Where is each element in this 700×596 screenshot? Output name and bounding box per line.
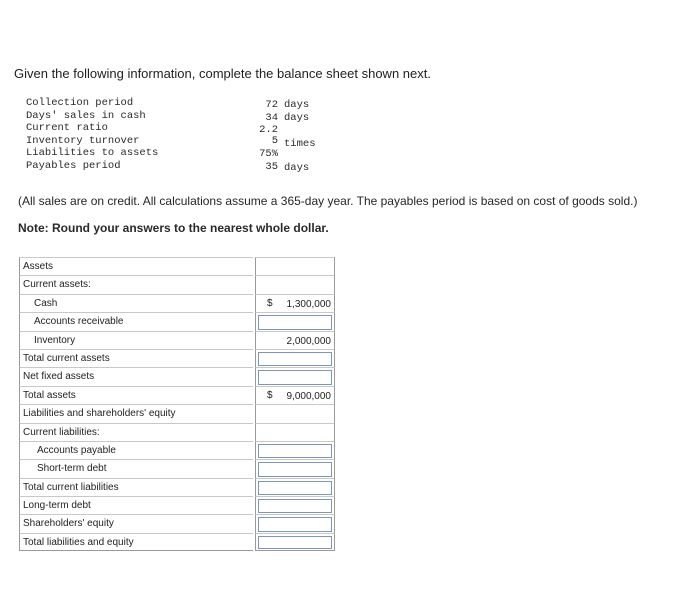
value-cell bbox=[255, 533, 335, 551]
given-label: Liabilities to assets bbox=[26, 147, 159, 160]
answer-input[interactable] bbox=[258, 481, 332, 495]
given-unit: days bbox=[284, 99, 310, 111]
dollar-sign: $ bbox=[267, 389, 273, 401]
value-cell bbox=[255, 294, 335, 312]
row-label: Accounts payable bbox=[19, 441, 253, 459]
balance-sheet-row bbox=[19, 275, 337, 293]
answer-input[interactable] bbox=[258, 352, 332, 366]
value-cell bbox=[255, 386, 335, 404]
row-label: Inventory bbox=[19, 331, 253, 349]
given-row bbox=[26, 135, 336, 148]
value-cell bbox=[255, 312, 335, 330]
balance-sheet-row bbox=[19, 331, 337, 349]
balance-sheet-row bbox=[19, 257, 337, 275]
balance-sheet-row bbox=[19, 423, 337, 441]
row-label: Cash bbox=[19, 294, 253, 312]
answer-input[interactable] bbox=[258, 315, 332, 329]
given-row bbox=[26, 97, 336, 110]
balance-sheet-row bbox=[19, 496, 337, 514]
row-label: Total assets bbox=[19, 386, 253, 404]
row-label: Long-term debt bbox=[19, 496, 253, 514]
given-row bbox=[26, 110, 336, 123]
given-label: Collection period bbox=[26, 97, 134, 109]
value-cell bbox=[255, 404, 335, 422]
row-label: Current liabilities: bbox=[19, 423, 253, 441]
answer-input[interactable] bbox=[258, 499, 332, 513]
row-label: Liabilities and shareholders' equity bbox=[19, 404, 253, 422]
row-label: Current assets: bbox=[19, 275, 253, 293]
answer-input[interactable] bbox=[258, 517, 332, 531]
answer-input[interactable] bbox=[258, 444, 332, 458]
given-value: 34 bbox=[265, 111, 278, 124]
row-label: Total current assets bbox=[19, 349, 253, 367]
balance-sheet-row bbox=[19, 404, 337, 422]
given-row bbox=[26, 160, 336, 173]
assumption-note: (All sales are on credit. All calculations assume a 365-day year. The payables period is based on cost of goods sold.) bbox=[18, 194, 638, 208]
balance-sheet-row bbox=[19, 367, 337, 385]
value-cell bbox=[255, 478, 335, 496]
row-label: Total current liabilities bbox=[19, 478, 253, 496]
instructions: Given the following information, complete the balance sheet shown next. bbox=[14, 66, 431, 81]
value-cell bbox=[255, 349, 335, 367]
balance-sheet-row bbox=[19, 459, 337, 477]
balance-sheet-row bbox=[19, 386, 337, 404]
rounding-note: Note: Round your answers to the nearest whole dollar. bbox=[18, 221, 329, 235]
given-row bbox=[26, 147, 336, 160]
row-label: Assets bbox=[19, 257, 253, 275]
given-value: 35 bbox=[265, 160, 278, 173]
row-label: Net fixed assets bbox=[19, 367, 253, 385]
given-amount: 1,300,000 bbox=[286, 298, 331, 310]
balance-sheet-row bbox=[19, 349, 337, 367]
dollar-sign: $ bbox=[267, 297, 273, 309]
answer-input[interactable] bbox=[258, 536, 332, 549]
value-cell bbox=[255, 459, 335, 477]
balance-sheet-row bbox=[19, 294, 337, 312]
given-value: 75% bbox=[259, 148, 278, 161]
given-unit: days bbox=[284, 161, 310, 174]
row-label: Short-term debt bbox=[19, 459, 253, 477]
value-cell bbox=[255, 423, 335, 441]
value-cell bbox=[255, 514, 335, 532]
value-cell bbox=[255, 367, 335, 385]
value-cell bbox=[255, 275, 335, 293]
value-cell bbox=[255, 441, 335, 459]
balance-sheet-row bbox=[19, 441, 337, 459]
value-cell bbox=[255, 496, 335, 514]
balance-sheet-row bbox=[19, 478, 337, 496]
given-amount: 9,000,000 bbox=[286, 390, 331, 402]
given-label: Days' sales in cash bbox=[26, 109, 146, 122]
row-label: Total liabilities and equity bbox=[19, 533, 253, 551]
given-unit: days bbox=[284, 111, 310, 124]
row-label: Accounts receivable bbox=[19, 312, 253, 330]
given-value: 2.2 bbox=[259, 124, 278, 137]
balance-sheet-row bbox=[19, 312, 337, 330]
balance-sheet-row bbox=[19, 533, 337, 551]
balance-sheet-table bbox=[19, 257, 337, 551]
given-value: 72 bbox=[265, 99, 278, 111]
answer-input[interactable] bbox=[258, 370, 332, 384]
answer-input[interactable] bbox=[258, 462, 332, 476]
value-cell bbox=[255, 257, 335, 275]
given-label: Current ratio bbox=[26, 122, 108, 135]
given-unit: times bbox=[284, 137, 316, 150]
given-label: Payables period bbox=[26, 159, 121, 172]
value-cell bbox=[255, 331, 335, 349]
given-amount: 2,000,000 bbox=[286, 335, 331, 347]
given-label: Inventory turnover bbox=[26, 134, 140, 147]
row-label: Shareholders' equity bbox=[19, 514, 253, 532]
given-data-block bbox=[26, 97, 336, 173]
given-value: 5 bbox=[271, 134, 278, 147]
given-row bbox=[26, 122, 336, 135]
balance-sheet-row bbox=[19, 514, 337, 532]
